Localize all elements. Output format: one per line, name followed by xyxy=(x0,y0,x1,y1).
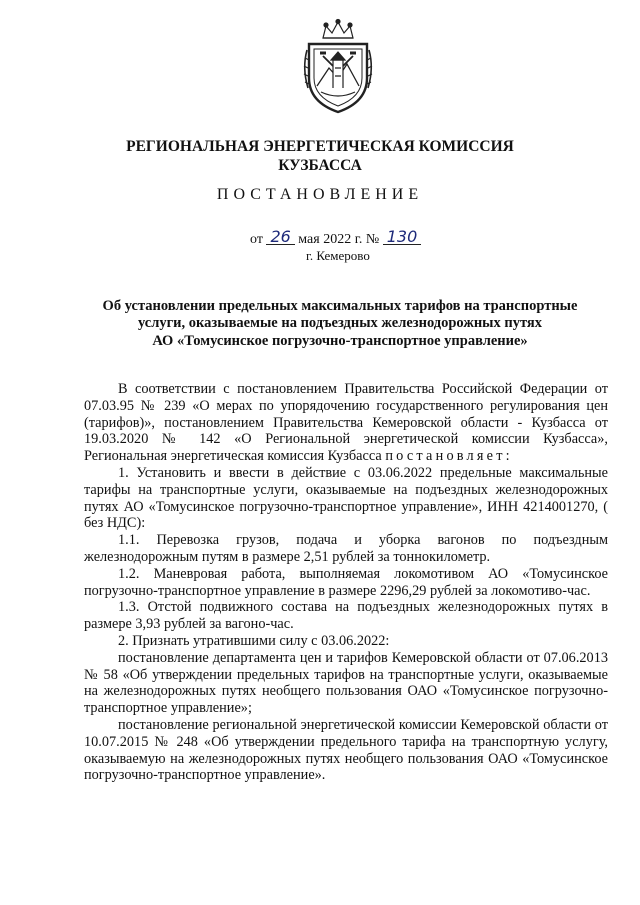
item-1-2: 1.2. Маневровая работа, выполняемая локомотивом АО «Томусинское погрузочно-транспортное управление в размере 2296,29 рублей за локомотиво-час. xyxy=(84,565,608,599)
decree-word: постановляет: xyxy=(385,448,513,465)
subject-line3: АО «Томусинское погрузочно-транспортное управление» xyxy=(152,333,528,349)
date-prefix: от xyxy=(250,232,263,247)
city: г. Кемерово xyxy=(306,248,370,263)
document-type: ПОСТАНОВЛЕНИЕ xyxy=(216,186,424,203)
subject-line1: Об установлении предельных максимальных тарифов на транспортные xyxy=(102,298,578,314)
document-body xyxy=(84,381,608,784)
subject-line2: услуги, оказываемые на подъездных железнодорожных путях xyxy=(137,315,543,331)
document-number-handwritten: 130 xyxy=(383,230,422,245)
kuzbass-coat-of-arms-icon xyxy=(299,18,377,116)
organization-name-line2: КУЗБАССА xyxy=(278,157,362,174)
date-number-line xyxy=(250,227,421,248)
date-month-year: мая 2022 г. xyxy=(298,232,363,247)
item-1-1: 1.1. Перевозка грузов, подача и уборка вагонов по подъездным железнодорожным путям в размере 2,51 рублей за тоннокилометр. xyxy=(84,532,608,565)
item-2: 2. Признать утратившими силу с 03.06.2022: xyxy=(118,632,390,649)
number-prefix: № xyxy=(365,232,380,247)
organization-name-line1: РЕГИОНАЛЬНАЯ ЭНЕРГЕТИЧЕСКАЯ КОМИССИЯ xyxy=(126,138,514,155)
item-2-b: постановление региональной энергетической комиссии Кемеровской области от 10.07.2015 № 248 «Об утверждении предельного тарифа на транспортную услугу, оказываемую на железнодорожных путях необщего пользования ОАО «Томусинское погрузочно-транспортное управление». xyxy=(84,716,608,784)
item-1-3: 1.3. Отстой подвижного состава на подъездных железнодорожных путях в размере 3,93 рублей за вагоно-час. xyxy=(84,599,608,633)
date-day-handwritten: 26 xyxy=(266,230,294,245)
preamble-paragraph xyxy=(84,381,608,465)
item-2-a: постановление департамента цен и тарифов Кемеровской области от 07.06.2013 № 58 «Об утверждении предельных тарифов на транспортные услуги, оказываемые на железнодорожных путях необщего пользования ОАО «Томусинское погрузочно-транспортное управление»; xyxy=(84,649,608,717)
preamble-text: В соответствии с постановлением Правительства Российской Федерации от 07.03.95 № 239 «О мерах по упорядочению государственного регулирования цен (тарифов)», постановлением Правительства Кемеровской области - Кузбасса от 19.03.2020 № 142 «О Региональной энергетической комиссии Кузбасса», Региональная энергетическая комиссия Кузбасса xyxy=(84,381,608,465)
item-1: 1. Установить и ввести в действие с 03.06.2022 предельные максимальные тарифы на транспортные услуги, оказываемые на подъездных железнодорожных путях АО «Томусинское погрузочно-транспортное управление», ИНН 4214001270, ( без НДС): xyxy=(84,464,608,532)
